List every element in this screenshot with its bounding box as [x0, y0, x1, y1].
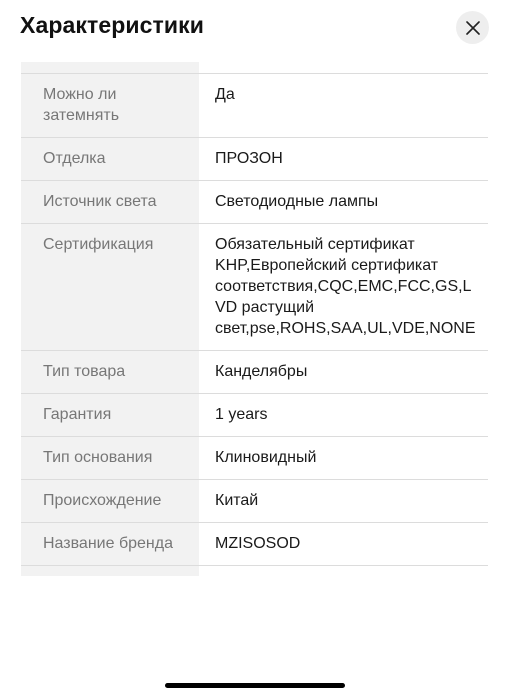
- table-row: [21, 479, 488, 522]
- table-row: [21, 522, 488, 565]
- table-row-spacer: [21, 62, 488, 73]
- spec-value: Обязательный сертификат KHP,Европейский сертификат соответствия,CQC,EMC,FCC,GS,LVD растущий свет,pse,ROHS,SAA,UL,VDE,NONE: [215, 236, 476, 337]
- spec-value: Клиновидный: [215, 449, 317, 466]
- table-row: [21, 223, 488, 350]
- spec-label: Гарантия: [21, 394, 199, 436]
- close-button[interactable]: [456, 11, 489, 44]
- close-icon: [466, 21, 480, 35]
- table-row: [21, 436, 488, 479]
- home-indicator: [165, 683, 345, 688]
- spec-value: ПРОЗОН: [215, 150, 283, 167]
- page-title: Характеристики: [20, 12, 204, 38]
- table-row: [21, 350, 488, 393]
- spec-value: MZISOSOD: [215, 535, 301, 552]
- specs-table: [21, 62, 488, 576]
- spec-label: Источник света: [21, 181, 199, 223]
- table-row: [21, 73, 488, 137]
- table-row: [21, 180, 488, 223]
- table-row: [21, 393, 488, 436]
- spec-value: Китай: [215, 492, 259, 509]
- table-row: [21, 137, 488, 180]
- spec-value: Канделябры: [215, 363, 308, 380]
- spec-label: Происхождение: [21, 480, 199, 522]
- spec-label: Отделка: [21, 138, 199, 180]
- header: [0, 0, 509, 56]
- spec-label: Сертификация: [21, 224, 199, 350]
- spec-label: Тип товара: [21, 351, 199, 393]
- table-row-spacer: [21, 565, 488, 576]
- spec-label: Тип основания: [21, 437, 199, 479]
- spec-label: Можно ли затемнять: [21, 74, 199, 137]
- spec-value: Да: [215, 86, 235, 103]
- spec-value: 1 years: [215, 406, 268, 423]
- spec-label: Название бренда: [21, 523, 199, 565]
- spec-value: Светодиодные лампы: [215, 193, 379, 210]
